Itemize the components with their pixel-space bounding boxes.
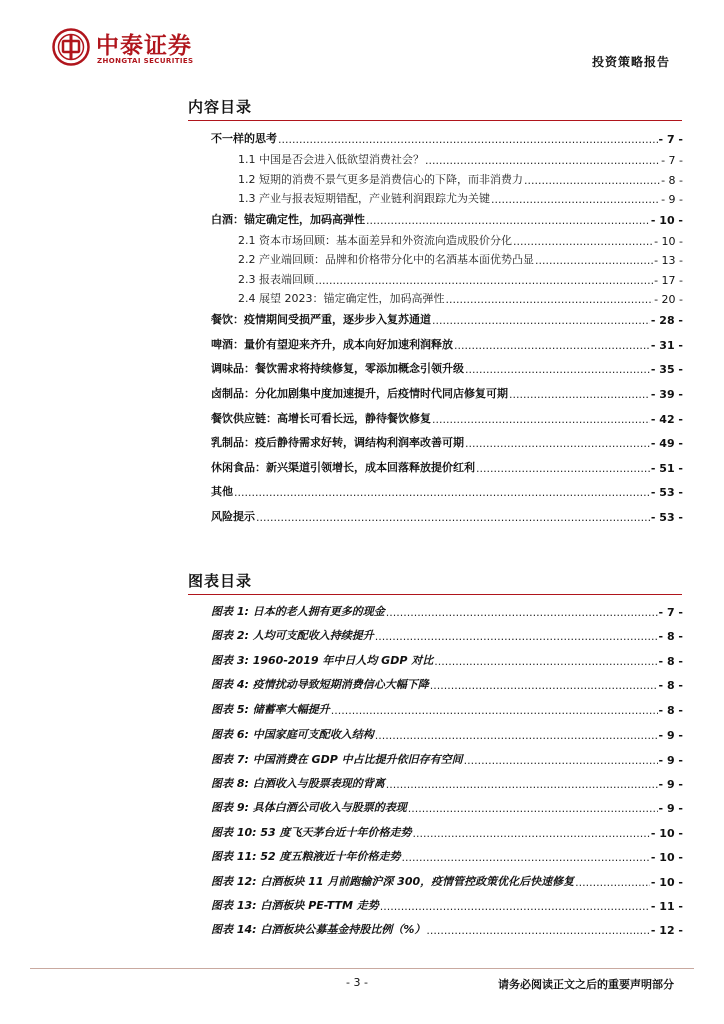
toc-entry[interactable] <box>211 412 683 426</box>
toc-leader-dots <box>386 606 658 619</box>
figure-toc-entry[interactable] <box>211 629 683 643</box>
toc-entry[interactable] <box>211 313 683 327</box>
toc-entry-page: - 7 - <box>658 606 683 619</box>
toc-leader-dots <box>491 193 660 206</box>
figure-toc-entry[interactable] <box>211 777 683 791</box>
figure-toc-entry[interactable] <box>211 703 683 717</box>
toc-entry-page: - 11 - <box>650 900 683 913</box>
footer-disclaimer: 请务必阅读正文之后的重要声明部分 <box>498 978 674 991</box>
contents-title-rule <box>188 120 682 121</box>
brand-name-en: ZHONGTAI SECURITIES <box>97 57 194 65</box>
toc-entry-page: - 10 - <box>650 214 683 227</box>
toc-entry-label: 图表 7: 中国消费在 GDP 中占比提升依旧存有空间 <box>211 753 463 766</box>
toc-entry-label: 1.1 中国是否会进入低欲望消费社会？ <box>238 153 424 166</box>
toc-entry-page: - 7 - <box>658 133 683 146</box>
figures-title: 图表目录 <box>188 572 253 590</box>
toc-entry[interactable] <box>211 362 683 376</box>
toc-entry-label: 休闲食品：新兴渠道引领增长，成本回落释放提价红利 <box>211 461 475 474</box>
toc-entry-label: 图表 10: 53 度飞天茅台近十年价格走势 <box>211 826 412 839</box>
figure-toc-entry[interactable] <box>211 826 683 840</box>
toc-entry[interactable] <box>211 338 683 352</box>
toc-entry-label: 图表 12: 白酒板块 11 月前跑输沪深 300，疫情管控政策优化后快速修复 <box>211 875 575 888</box>
toc-entry[interactable] <box>211 213 683 227</box>
toc-entry[interactable] <box>211 436 683 450</box>
toc-entry[interactable] <box>211 510 683 524</box>
toc-entry-page: - 9 - <box>658 729 683 742</box>
footer-page-number: - 3 - <box>346 976 368 989</box>
toc-entry-page: - 49 - <box>650 437 683 450</box>
toc-entry-label: 卤制品：分化加剧集中度加速提升，后疫情时代同店修复可期 <box>211 387 508 400</box>
toc-entry-label: 图表 9: 具体白酒公司收入与股票的表现 <box>211 801 407 814</box>
toc-leader-dots <box>432 314 650 327</box>
toc-entry[interactable] <box>211 485 683 499</box>
toc-entry-page: - 9 - <box>658 754 683 767</box>
toc-entry[interactable] <box>238 273 683 287</box>
toc-entry-label: 图表 5: 储蓄率大幅提升 <box>211 703 330 716</box>
toc-entry-label: 乳制品：疫后静待需求好转，调结构利润率改善可期 <box>211 436 464 449</box>
toc-entry[interactable] <box>238 253 683 267</box>
toc-entry[interactable] <box>238 173 683 187</box>
toc-leader-dots <box>464 754 658 767</box>
toc-entry-page: - 10 - <box>650 827 683 840</box>
toc-leader-dots <box>445 293 653 306</box>
toc-leader-dots <box>380 900 650 913</box>
toc-leader-dots <box>386 778 658 791</box>
toc-entry-label: 2.2 产业端回顾：品牌和价格带分化中的名酒基本面优势凸显 <box>238 253 534 266</box>
toc-entry-page: - 10 - <box>654 235 683 248</box>
toc-entry-page: - 8 - <box>661 174 683 187</box>
toc-entry-page: - 8 - <box>658 630 683 643</box>
toc-entry-label: 餐饮供应链：高增长可看长远，静待餐饮修复 <box>211 412 431 425</box>
toc-leader-dots <box>509 388 650 401</box>
toc-entry-page: - 9 - <box>658 778 683 791</box>
toc-entry-label: 2.1 资本市场回顾：基本面差异和外资流向造成股价分化 <box>238 234 512 247</box>
toc-entry[interactable] <box>238 192 683 206</box>
toc-entry-label: 图表 1: 日本的老人拥有更多的现金 <box>211 605 385 618</box>
toc-entry-page: - 8 - <box>658 655 683 668</box>
toc-leader-dots <box>513 235 653 248</box>
toc-leader-dots <box>430 679 658 692</box>
toc-leader-dots <box>315 274 653 287</box>
toc-entry-label: 图表 4: 疫情扰动导致短期消费信心大幅下降 <box>211 678 429 691</box>
toc-entry-label: 图表 13: 白酒板块 PE-TTM 走势 <box>211 899 379 912</box>
figure-toc-entry[interactable] <box>211 923 683 937</box>
toc-entry-page: - 20 - <box>654 293 683 306</box>
toc-entry-page: - 10 - <box>650 851 683 864</box>
toc-entry[interactable] <box>238 234 683 248</box>
toc-leader-dots <box>575 876 650 889</box>
toc-entry-label: 2.3 报表端回顾 <box>238 273 314 286</box>
contents-title: 内容目录 <box>188 98 253 116</box>
toc-leader-dots <box>434 655 657 668</box>
toc-entry-page: - 17 - <box>654 274 683 287</box>
toc-entry-label: 2.4 展望 2023：锚定确定性，加码高弹性 <box>238 292 445 305</box>
toc-entry-label: 不一样的思考 <box>211 132 277 145</box>
toc-leader-dots <box>278 133 658 146</box>
toc-entry-page: - 31 - <box>650 339 683 352</box>
toc-entry-label: 餐饮：疫情期间受损严重，逐步步入复苏通道 <box>211 313 431 326</box>
figures-title-rule <box>188 594 682 595</box>
toc-entry-label: 其他 <box>211 485 233 498</box>
figure-toc-entry[interactable] <box>211 850 683 864</box>
toc-leader-dots <box>432 413 650 426</box>
toc-entry-label: 图表 6: 中国家庭可支配收入结构 <box>211 728 374 741</box>
toc-leader-dots <box>375 630 658 643</box>
toc-entry-page: - 35 - <box>650 363 683 376</box>
toc-entry-page: - 9 - <box>661 193 683 206</box>
toc-leader-dots <box>524 174 660 187</box>
toc-entry-label: 图表 8: 白酒收入与股票表现的背离 <box>211 777 385 790</box>
toc-entry[interactable] <box>211 461 683 475</box>
toc-entry[interactable] <box>211 132 683 146</box>
toc-entry-label: 图表 3: 1960-2019 年中日人均 GDP 对比 <box>211 654 434 667</box>
toc-leader-dots <box>256 511 650 524</box>
toc-entry-page: - 10 - <box>650 876 683 889</box>
figure-toc-entry[interactable] <box>211 753 683 767</box>
toc-entry-page: - 53 - <box>650 511 683 524</box>
toc-entry-page: - 51 - <box>650 462 683 475</box>
toc-entry-label: 白酒：锚定确定性，加码高弹性 <box>211 213 365 226</box>
toc-entry-page: - 13 - <box>654 254 683 267</box>
figure-toc-entry[interactable] <box>211 605 683 619</box>
figure-toc-entry[interactable] <box>211 678 683 692</box>
toc-entry-label: 图表 11: 52 度五粮液近十年价格走势 <box>211 850 401 863</box>
footer-rule <box>30 968 694 969</box>
toc-entry-page: - 8 - <box>658 704 683 717</box>
toc-leader-dots <box>375 729 658 742</box>
toc-leader-dots <box>465 363 650 376</box>
toc-entry-page: - 8 - <box>658 679 683 692</box>
toc-leader-dots <box>402 851 650 864</box>
toc-leader-dots <box>408 802 658 815</box>
toc-leader-dots <box>234 486 650 499</box>
zhongtai-logo-icon <box>52 28 90 66</box>
page-header <box>52 26 692 72</box>
toc-entry[interactable] <box>238 153 683 167</box>
toc-entry-label: 调味品：餐饮需求将持续修复，零添加概念引领升级 <box>211 362 464 375</box>
toc-leader-dots <box>413 827 650 840</box>
toc-entry-label: 风险提示 <box>211 510 255 523</box>
toc-leader-dots <box>465 437 650 450</box>
toc-entry-label: 啤酒：量价有望迎来齐升，成本向好加速利润释放 <box>211 338 453 351</box>
toc-entry-page: - 39 - <box>650 388 683 401</box>
toc-leader-dots <box>426 924 650 937</box>
toc-entry[interactable] <box>211 387 683 401</box>
toc-entry-label: 图表 2: 人均可支配收入持续提升 <box>211 629 374 642</box>
toc-leader-dots <box>535 254 653 267</box>
toc-entry-page: - 53 - <box>650 486 683 499</box>
toc-entry-page: - 9 - <box>658 802 683 815</box>
figure-toc-entry[interactable] <box>211 875 683 889</box>
toc-leader-dots <box>454 339 650 352</box>
brand-name-cn: 中泰证券 <box>96 33 192 59</box>
figure-toc-entry[interactable] <box>211 801 683 815</box>
figure-toc-entry[interactable] <box>211 728 683 742</box>
toc-leader-dots <box>331 704 658 717</box>
figure-toc-entry[interactable] <box>211 654 683 668</box>
toc-entry-page: - 28 - <box>650 314 683 327</box>
toc-entry-page: - 7 - <box>661 154 683 167</box>
document-type: 投资策略报告 <box>591 55 670 69</box>
toc-entry-label: 1.2 短期的消费不景气更多是消费信心的下降，而非消费力 <box>238 173 523 186</box>
toc-entry-label: 图表 14: 白酒板块公募基金持股比例（%） <box>211 923 426 936</box>
toc-entry-page: - 12 - <box>650 924 683 937</box>
toc-leader-dots <box>366 214 650 227</box>
toc-entry[interactable] <box>238 292 683 306</box>
toc-entry-page: - 42 - <box>650 413 683 426</box>
figure-toc-entry[interactable] <box>211 899 683 913</box>
toc-entry-label: 1.3 产业与报表短期错配，产业链利润跟踪尤为关键 <box>238 192 490 205</box>
toc-leader-dots <box>476 462 650 475</box>
toc-leader-dots <box>425 154 660 167</box>
